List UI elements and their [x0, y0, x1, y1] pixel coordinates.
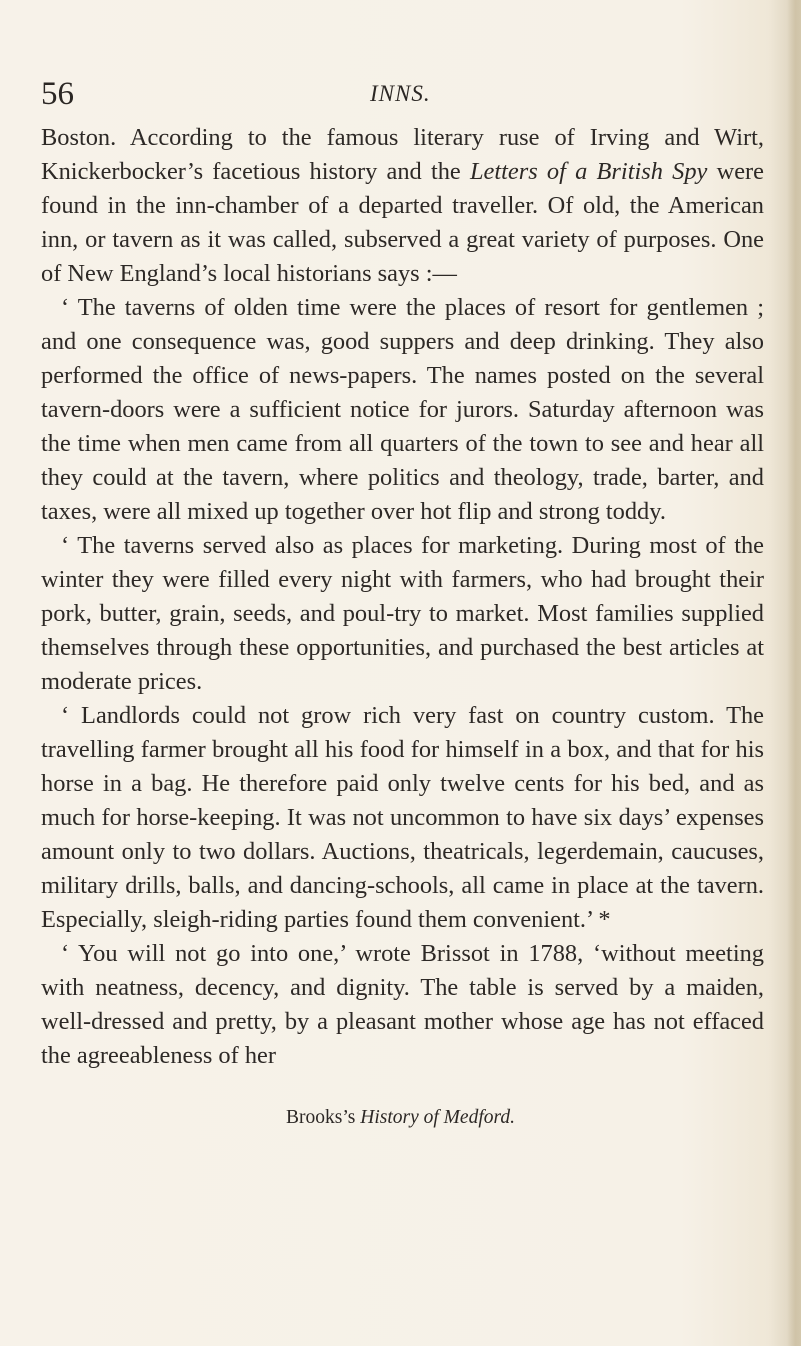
paragraph-3: ‘ The taverns served also as places for marketing. During most of the winter they were filled every night with farmers, who had brought their pork, butter, grain, seeds, and poul-try to market. Most families supplied themselves through these opportunities, and purchased the best articles at moderate prices.	[41, 532, 764, 695]
footnote-title-italic: History of Medford.	[360, 1107, 515, 1128]
book-title-italic: Letters of a British Spy	[469, 158, 708, 185]
footnote-author: Brooks’s	[286, 1107, 361, 1128]
page-edge-shadow	[787, 0, 801, 1346]
paragraph-4: ‘ Landlords could not grow rich very fast on country custom. The travelling farmer brought all his food for himself in a box, and that for his horse in a bag. He therefore paid only twelve cents for his bed, and as much for horse-keeping. It was not uncommon to have six days’ expenses amount only to two dollars. Auctions, theatricals, legerdemain, caucuses, military drills, balls, and dancing-schools, all came in place at the tavern. Especially, sleigh-riding parties found them convenient.’ *	[41, 702, 764, 933]
running-title: INNS.	[370, 81, 431, 106]
paragraph-1-text-end: were found in the inn-chamber of a departed traveller. Of old, the American inn, or tavern as it was called, subserved a great variety of purposes. One of New England’s local historians says :—	[41, 158, 764, 287]
body-text	[41, 121, 764, 1073]
page-number: 56	[41, 76, 74, 112]
paragraph-1	[41, 121, 764, 291]
paragraph-2: ‘ The taverns of olden time were the places of resort for gentlemen ; and one consequence was, good suppers and deep drinking. They also performed the office of news-papers. The names posted on the several tavern-doors were a sufficient notice for jurors. Saturday afternoon was the time when men came from all quarters of the town to see and hear all they could at the tavern, where politics and theology, trade, barter, and taxes, were all mixed up together over hot flip and strong toddy.	[41, 294, 764, 525]
paragraph-5: ‘ You will not go into one,’ wrote Brissot in 1788, ‘without meeting with neatness, decency, and dignity. The table is served by a maiden, well-dressed and pretty, by a pleasant mother whose age has not effaced the agreeableness of her	[41, 940, 764, 1069]
footnote	[0, 1104, 801, 1132]
paragraph-1-text-start: Boston. According to the famous literary ruse of Irving and Wirt, Knickerbocker’s facetious history and the	[41, 124, 764, 185]
running-head	[41, 72, 761, 116]
